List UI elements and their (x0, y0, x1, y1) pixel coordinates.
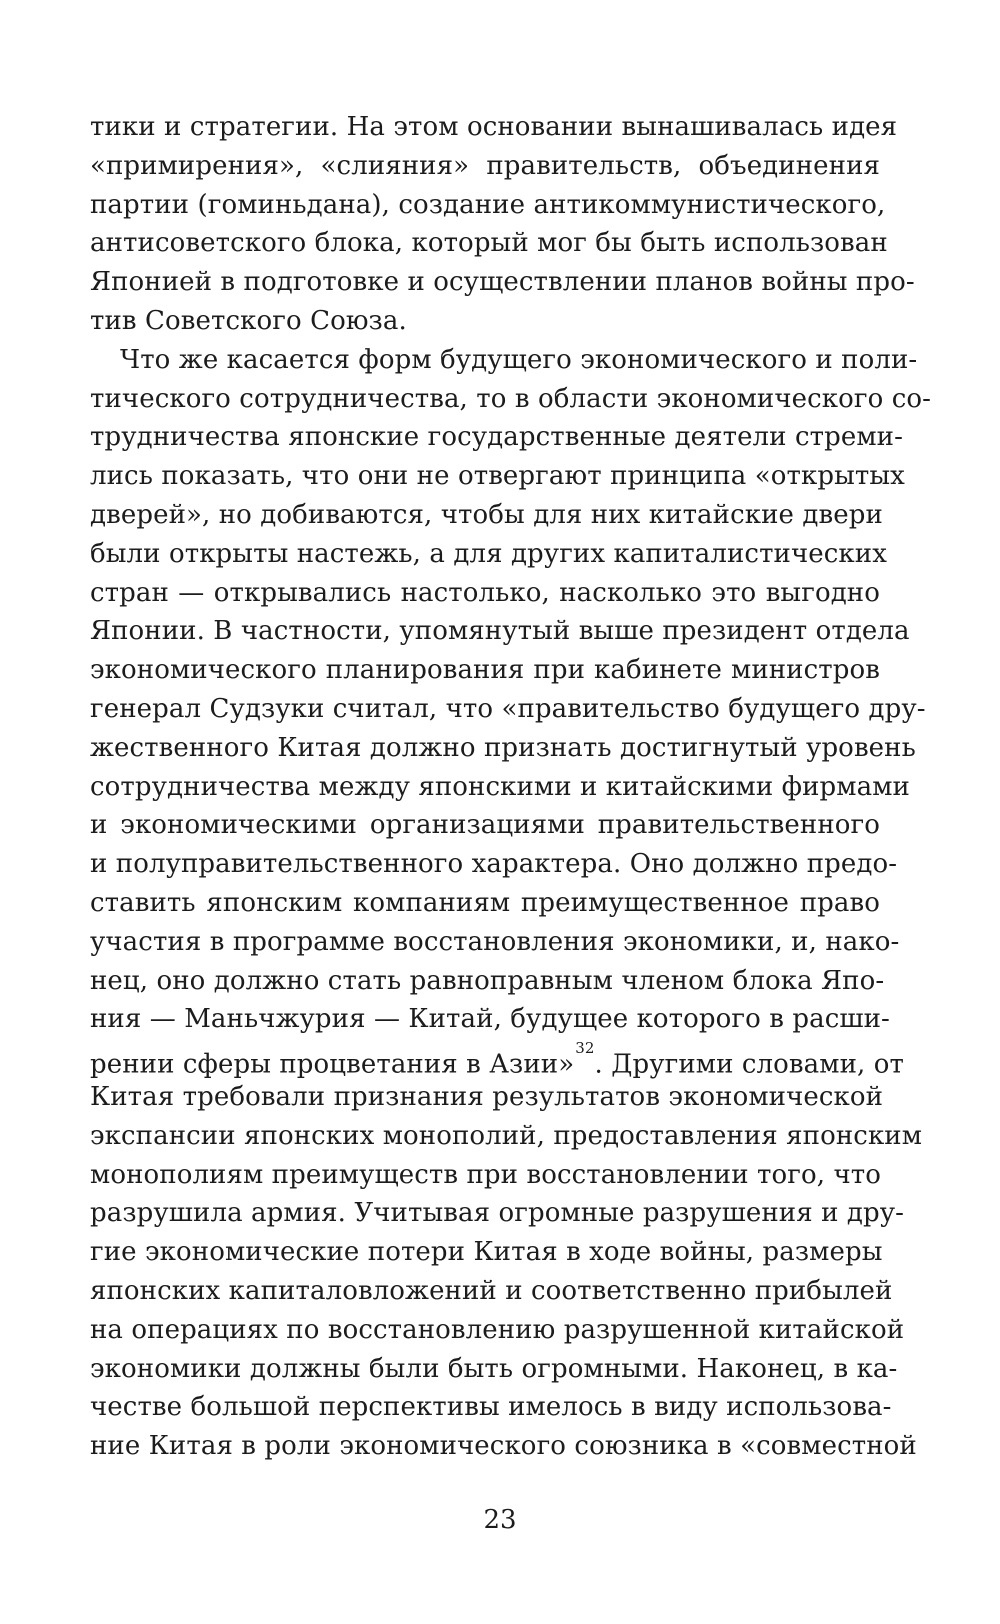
text-line: честве большой перспективы имелось в виду использова- (90, 1392, 892, 1423)
text-line: «примирения», «слияния» правительств, объединения (90, 150, 880, 181)
text-line: и экономическими организациями правительственного (90, 810, 880, 841)
text-line: трудничества японские государственные деятели стреми- (90, 422, 903, 453)
text-line: Японией в подготовке и осуществлении планов войны про- (90, 267, 915, 298)
text-line-with-footnote (90, 1039, 904, 1080)
text-line: экономического планирования при кабинете министров (90, 655, 880, 686)
text-line: ние Китая в роли экономического союзника в «совместной (90, 1431, 917, 1462)
footnote-reference: 32 (575, 1039, 595, 1058)
text-line: ставить японским компаниям преимущественное право (90, 887, 880, 918)
text-line: и полуправительственного характера. Оно должно предо- (90, 849, 898, 880)
body-text (90, 108, 932, 1466)
text-line: на операциях по восстановлению разрушенной китайской (90, 1314, 905, 1345)
text-line: участия в программе восстановления экономики, и, нако- (90, 926, 900, 957)
text-line: Китая требовали признания результатов экономической (90, 1081, 884, 1112)
text-line: жественного Китая должно признать достигнутый уровень (90, 732, 916, 763)
text-line: антисоветского блока, который мог бы быть использован (90, 228, 888, 259)
text-line: ния — Маньчжурия — Китай, будущее которого в расши- (90, 1004, 890, 1035)
text-line: были открыты настежь, а для других капиталистических (90, 538, 887, 569)
text-line: японских капиталовложений и соответственно прибылей (90, 1275, 893, 1306)
text-segment: рении сферы процветания в Азии» (90, 1049, 575, 1080)
text-segment: . Другими словами, от (594, 1049, 904, 1080)
text-line: нец, оно должно стать равноправным членом блока Япо- (90, 965, 885, 996)
text-line: экспансии японских монополий, предоставления японским (90, 1120, 923, 1151)
text-line: Японии. В частности, упомянутый выше президент отдела (90, 616, 910, 647)
text-line: дверей», но добиваются, чтобы для них китайские двери (90, 499, 883, 530)
text-line: лись показать, что они не отвергают принципа «открытых (90, 461, 905, 492)
text-line: стран — открывались настолько, насколько это выгодно (90, 577, 880, 608)
text-line: генерал Судзуки считал, что «правительство будущего дру- (90, 693, 926, 724)
text-line: гие экономические потери Китая в ходе войны, размеры (90, 1237, 883, 1268)
text-line: партии (гоминьдана), создание антикоммунистического, (90, 189, 886, 220)
text-line: тив Советского Союза. (90, 305, 407, 336)
page-number: 23 (483, 1505, 517, 1535)
text-line: экономики должны были быть огромными. Наконец, в ка- (90, 1353, 898, 1384)
text-line: тики и стратегии. На этом основании вынашивалась идея (90, 112, 898, 142)
text-line: монополиям преимуществ при восстановлении того, что (90, 1159, 882, 1190)
text-line: тического сотрудничества, то в области экономического со- (90, 383, 932, 414)
text-line: разрушила армия. Учитывая огромные разрушения и дру- (90, 1198, 905, 1229)
text-line: сотрудничества между японскими и китайскими фирмами (90, 771, 910, 802)
paragraph-start-line: Что же касается форм будущего экономического и поли- (120, 344, 918, 375)
